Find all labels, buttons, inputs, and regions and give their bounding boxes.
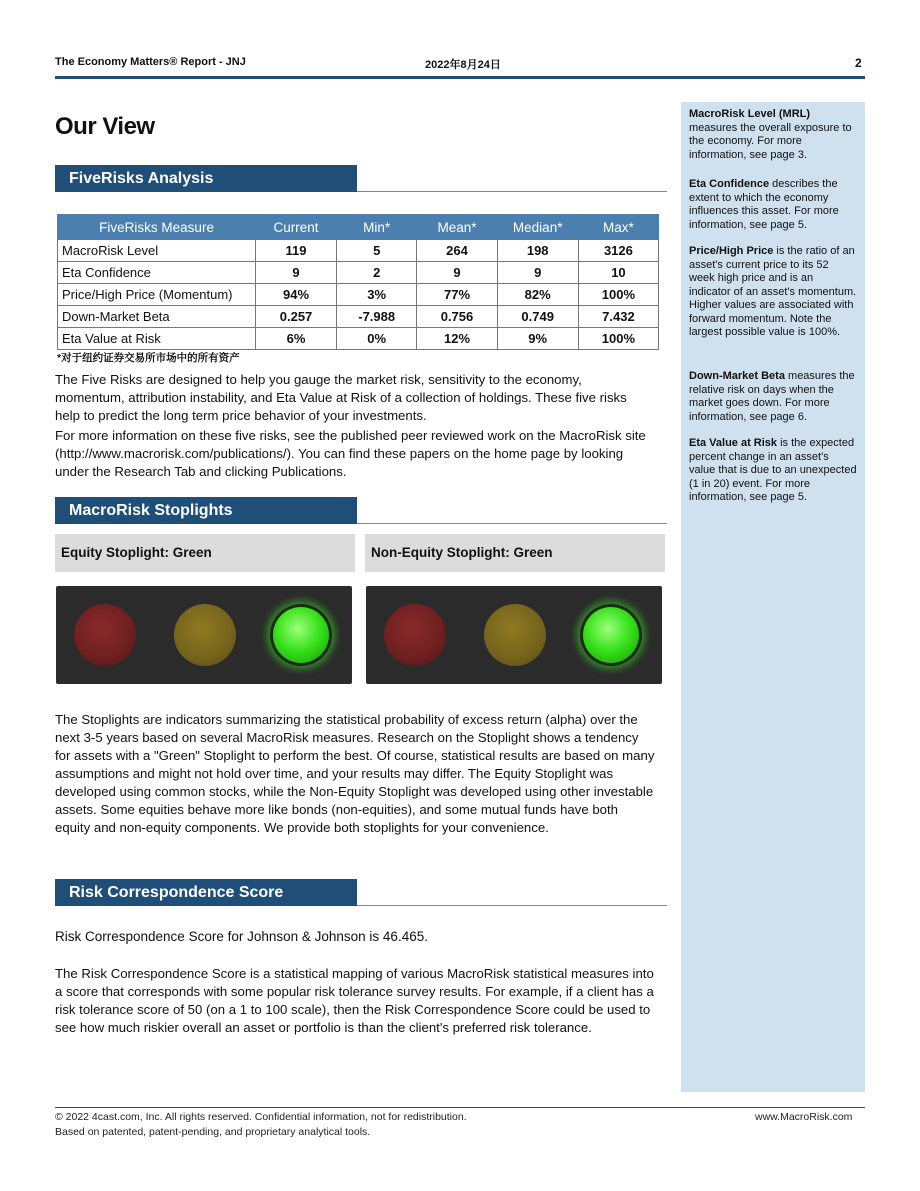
sidebar-text: is the expected percent change in an asset's value that is due to an unexpected (1 in 20) event. For more information, see page 5. (689, 437, 857, 503)
column-header: Min* (336, 215, 417, 240)
sidebar-text: measures the relative risk on days when the market goes down. For more information, see page 6. (689, 370, 855, 423)
sidebar-text: is the ratio of an asset's current price to its 52 week high price and is an indicator of an asset's momentum. Higher values are associated with forward momentum. Note the largest possible value is 100%. (689, 245, 857, 338)
sidebar-term: Price/High Price (689, 245, 774, 257)
cell-current: 9 (256, 262, 337, 284)
cell-min: 5 (336, 240, 417, 262)
definitions-sidebar (681, 102, 865, 1092)
sidebar-text: measures the overall exposure to the economy. For more information, see page 3. (689, 121, 852, 161)
sidebar-item-eta-confidence (689, 178, 857, 232)
sidebar-item-down-market-beta (689, 370, 857, 424)
cell-max: 7.432 (578, 306, 658, 328)
page-number: 2 (855, 56, 862, 70)
sidebar-item-price-high (689, 245, 857, 340)
cell-current: 119 (256, 240, 337, 262)
row-label: Price/High Price (Momentum) (58, 284, 256, 306)
table-row (58, 262, 659, 284)
cell-min: 3% (336, 284, 417, 306)
cell-median: 9% (497, 328, 578, 350)
cell-mean: 12% (417, 328, 497, 350)
sidebar-item-eta-var (689, 437, 857, 505)
cell-min: 2 (336, 262, 417, 284)
cell-mean: 9 (417, 262, 497, 284)
five-risks-paragraph: The Five Risks are designed to help you gauge the market risk, sensitivity to the economy, momentum, attribution instability, and Eta Value at Risk of a collection of holdings. These five risks help to predict the long term price behavior of your investments. (55, 372, 627, 423)
cell-median: 9 (497, 262, 578, 284)
column-header: Mean* (417, 215, 497, 240)
section-risk-score (55, 879, 667, 906)
cell-median: 198 (497, 240, 578, 262)
sidebar-term: Eta Confidence (689, 178, 770, 190)
cell-mean: 0.756 (417, 306, 497, 328)
risk-score-statement: Risk Correspondence Score for Johnson & Johnson is 46.465. (55, 929, 428, 944)
cell-median: 82% (497, 284, 578, 306)
footer-website-link[interactable]: www.MacroRisk.com (755, 1111, 853, 1123)
cell-current: 0.257 (256, 306, 337, 328)
table-header-row (58, 215, 659, 240)
sidebar-term: Down-Market Beta (689, 370, 785, 382)
cell-current: 94% (256, 284, 337, 306)
column-header: FiveRisks Measure (58, 215, 256, 240)
red-light-icon (74, 604, 136, 666)
stoplights-paragraph: The Stoplights are indicators summarizing the statistical probability of excess return (alpha) over the next 3-5 years based on several MacroRisk measures. Research on the Stoplight shows a tendency for assets with a "Green" Stoplight to perform the best. Of course, statistical results are based on many assumptions and might not hold over time, and your results may differ. The Equity Stoplight was developed using common stocks, while the Non-Equity Stoplight was developed using other investable assets. Some equities behave more like bonds (non-equities), and some mutual funds have both equity and non-equity components. We provide both stoplights for your convenience. (55, 712, 655, 835)
section-five-risks (55, 165, 667, 192)
section-stoplights (55, 497, 667, 524)
column-header: Current (256, 215, 337, 240)
table-row (58, 306, 659, 328)
row-label: Eta Confidence (58, 262, 256, 284)
sidebar-term: Eta Value at Risk (689, 437, 778, 449)
amber-light-icon (174, 604, 236, 666)
cell-current: 6% (256, 328, 337, 350)
row-label: Down-Market Beta (58, 306, 256, 328)
section-rule (357, 523, 667, 524)
header-divider (55, 76, 865, 79)
green-light-icon (270, 604, 332, 666)
section-rule (357, 191, 667, 192)
cell-median: 0.749 (497, 306, 578, 328)
sidebar-term: MacroRisk Level (MRL) (689, 108, 811, 120)
sidebar-item-mrl (689, 108, 857, 162)
footer-divider (55, 1107, 865, 1108)
green-light-icon (580, 604, 642, 666)
risk-score-paragraph: The Risk Correspondence Score is a statistical mapping of various MacroRisk statistical measures into a score that corresponds with some popular risk tolerance survey results. For example, if a client has a risk tolerance score of 50 (on a 1 to 100 scale), then the Risk Correspondence Score could be used to see how much riskier overall an asset or portfolio is than the client's preferred risk tolerance. (55, 966, 654, 1035)
table-row (58, 284, 659, 306)
table-row (58, 328, 659, 350)
column-header: Median* (497, 215, 578, 240)
cell-min: 0% (336, 328, 417, 350)
five-risks-table (57, 214, 659, 350)
footer-copyright: © 2022 4cast.com, Inc. All rights reserved. Confidential information, not for redistribution. (55, 1111, 467, 1123)
row-label: Eta Value at Risk (58, 328, 256, 350)
nonequity-stoplight-label: Non-Equity Stoplight: Green (365, 534, 665, 572)
section-rule (357, 905, 667, 906)
cell-mean: 264 (417, 240, 497, 262)
page-title: Our View (55, 113, 155, 140)
cell-mean: 77% (417, 284, 497, 306)
cell-max: 100% (578, 328, 658, 350)
equity-stoplight-label: Equity Stoplight: Green (55, 534, 355, 572)
five-risks-publications-paragraph: For more information on these five risks, see the published peer reviewed work on the MacroRisk site (http://www.macrorisk.com/publications/). You can find these papers on the home page by looking under the Research Tab and clicking Publications. (55, 428, 646, 479)
cell-max: 100% (578, 284, 658, 306)
column-header: Max* (578, 215, 658, 240)
amber-light-icon (484, 604, 546, 666)
table-footnote: *对于纽约证券交易所市场中的所有资产 (57, 352, 240, 364)
footer-patent-note: Based on patented, patent-pending, and proprietary analytical tools. (55, 1126, 371, 1138)
sidebar-text: describes the extent to which the economy influences this asset. For more information, see page 5. (689, 178, 839, 231)
section-heading: MacroRisk Stoplights (55, 497, 357, 524)
cell-max: 10 (578, 262, 658, 284)
section-heading: FiveRisks Analysis (55, 165, 357, 192)
report-date: 2022年8月24日 (425, 59, 501, 71)
cell-max: 3126 (578, 240, 658, 262)
row-label: MacroRisk Level (58, 240, 256, 262)
section-heading: Risk Correspondence Score (55, 879, 357, 906)
red-light-icon (384, 604, 446, 666)
report-title: The Economy Matters® Report - JNJ (55, 56, 246, 68)
nonequity-stoplight (366, 586, 662, 684)
cell-min: -7.988 (336, 306, 417, 328)
equity-stoplight (56, 586, 352, 684)
table-row (58, 240, 659, 262)
